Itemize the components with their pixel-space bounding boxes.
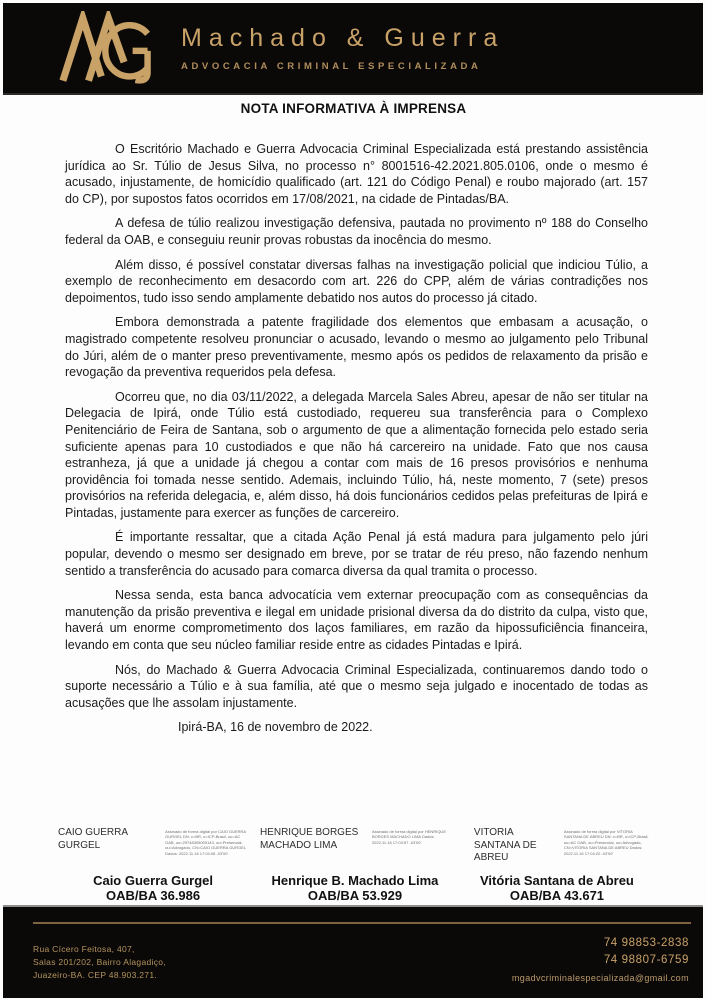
signature-henrique xyxy=(260,827,450,903)
address-line-3: Juazeiro-BA. CEP 48.903.271. xyxy=(33,970,158,981)
lawyer-oab: OAB/BA 43.671 xyxy=(509,888,605,903)
lawyer-name: Vitória Santana de Abreu xyxy=(480,873,634,888)
footer-address xyxy=(33,943,166,983)
firm-logo xyxy=(55,11,159,85)
digital-signature-stamp xyxy=(474,827,652,869)
document-title: NOTA INFORMATIVA À IMPRENSA xyxy=(240,101,467,116)
footer xyxy=(3,905,703,998)
footer-contacts xyxy=(512,935,689,983)
signature-vitoria xyxy=(462,827,652,903)
stamp-detail: Assinado de forma digital por CAIO GUERRA GURGEL DN: c=BR, o=ICP-Brasil, ou=AC OAB, ou=29748305000143, ou=Presencial, ou=Advogado, CN=CAIO GUERRA GURGEL Dados: 2022.11.16 17:04:08 -03'00' xyxy=(165,829,246,856)
address-line-2: Salas 201/202, Bairro Alagadiço, xyxy=(33,957,166,968)
paragraph-6: É importante ressaltar, que a citada Ação Penal já está madura para julgamento pelo júri popular, devendo o mesmo ser designado em breve, por se tratar de réu preso, não fazendo nenhum sentido a transferência do acusado para comarca diversa da qual tramita o processo. xyxy=(65,530,648,578)
firm-tagline: ADVOCACIA CRIMINAL ESPECIALIZADA xyxy=(181,61,482,72)
stamp-name: VITORIA SANTANA DE ABREU xyxy=(473,827,537,863)
lawyer-oab: OAB/BA 53.929 xyxy=(307,888,403,903)
lawyer-name: Caio Guerra Gurgel xyxy=(93,873,213,888)
lawyer-name: Henrique B. Machado Lima xyxy=(271,873,439,888)
digital-signature-stamp xyxy=(260,827,450,869)
paragraph-8: Nós, do Machado & Guerra Advocacia Criminal Especializada, continuaremos dando todo o suporte necessário a Túlio e à sua família, até que o mesmo seja julgado e inocentado de todas as acusações que lhe assolam injustamente. xyxy=(65,662,648,710)
dateline: Ipirá-BA, 16 de novembro de 2022. xyxy=(178,720,373,735)
paragraph-4: Embora demonstrada a patente fragilidade dos elementos que embasam a acusação, o magistrado competente resolveu pronunciar o acusado, levando o mesmo ao julgamento pelo Tribunal do Júri, além de o manter preso preventivamente, mesmo após os pedidos de relaxamento da prisão e revogação da preventiva requeridos pela defesa. xyxy=(65,315,648,380)
digital-signature-stamp xyxy=(58,827,248,869)
signature-block xyxy=(58,827,652,903)
firm-name: Machado & Guerra xyxy=(181,24,505,52)
brand-block xyxy=(181,24,504,72)
footer-divider xyxy=(33,922,691,924)
letterhead xyxy=(3,3,703,95)
phone-number-2: 74 98807-6759 xyxy=(603,954,689,967)
phone-number-1: 74 98853-2838 xyxy=(603,937,689,949)
stamp-detail: Assinado de forma digital por VITORIA SANTANA DE ABREU DN: c=BR, o=ICP-Brasil, ou=AC OAB, ou=Presencial, ou=Advogado, CN=VITORIA SANTANA DE ABREU Dados: 2022.11.16 17:04:20 -03'00' xyxy=(563,829,649,856)
stamp-detail: Assinado de forma digital por HENRIQUE BORGES MACHADO LIMA Dados: 2022.11.16 17:03:57 -03'00' xyxy=(371,829,446,845)
signature-caio xyxy=(58,827,248,903)
paragraph-5: Ocorreu que, no dia 03/11/2022, a delegada Marcela Sales Abreu, apesar de não ser titular na Delegacia de Ipirá, onde Túlio está custodiado, requereu sua transferência para o Complexo Penitenciário de Feira de Santana, sob o argumento de que a alimentação fornecida pelo estado seria suficiente apenas para 10 custodiados e que não há carcereiro na unidade. Fato que nos causa estranheza, já que a unidade já chegou a contar com mais de 16 presos provisórios e nenhuma providência foi tomada nesse sentido. Ademais, incluindo Túlio, há, neste momento, 7 (sete) presos provisórios na referida delegacia, e, além disso, há dois funcionários cedidos pelas prefeituras de Ipirá e Pintadas, justamente para exercer as funções de carcereiro. xyxy=(65,389,648,520)
paragraph-3: Além disso, é possível constatar diversas falhas na investigação policial que indiciou Túlio, a exemplo de reconhecimento em desacordo com art. 226 do CPP, além de várias contradições nos depoimentos, tudo isso sendo amplamente debatido nos autos do processo já citado. xyxy=(65,257,648,305)
stamp-name: CAIO GUERRA GURGEL xyxy=(58,827,128,851)
paragraph-1: O Escritório Machado e Guerra Advocacia Criminal Especializada está prestando assistência jurídica ao Sr. Túlio de Jesus Silva, no processo n° 8001516-42.2021.805.0106, onde o mesmo é acusado, injustamente, de homicídio qualificado (art. 121 do Código Penal) e roubo majorado (art. 157 do CP), por supostos fatos ocorridos em 17/08/2021, na cidade de Pintadas/BA. xyxy=(65,142,648,206)
paragraph-2: A defesa de túlio realizou investigação defensiva, pautada no provimento nº 188 do Conselho federal da OAB, e conseguiu reunir provas robustas da inocência do mesmo. xyxy=(65,216,648,247)
lawyer-oab: OAB/BA 36.986 xyxy=(105,888,201,903)
document-body xyxy=(65,141,648,744)
paragraph-7: Nessa senda, esta banca advocatícia vem externar preocupação com as consequências da manutenção da prisão preventiva e ilegal em unidade prisional diversa da do distrito da culpa, visto que, haverá um enorme comprometimento dos laços familiares, em razão da hipossuficiência financeira, levando em conta que seu núcleo familiar reside entre as cidades Pintadas e Ipirá. xyxy=(65,588,648,653)
address-line-1: Rua Cícero Feitosa, 407, xyxy=(33,944,135,954)
stamp-name: HENRIQUE BORGES MACHADO LIMA xyxy=(259,827,359,851)
mg-monogram-icon xyxy=(55,11,159,85)
email-address: mgadvcriminalespecializada@gmail.com xyxy=(511,972,689,983)
